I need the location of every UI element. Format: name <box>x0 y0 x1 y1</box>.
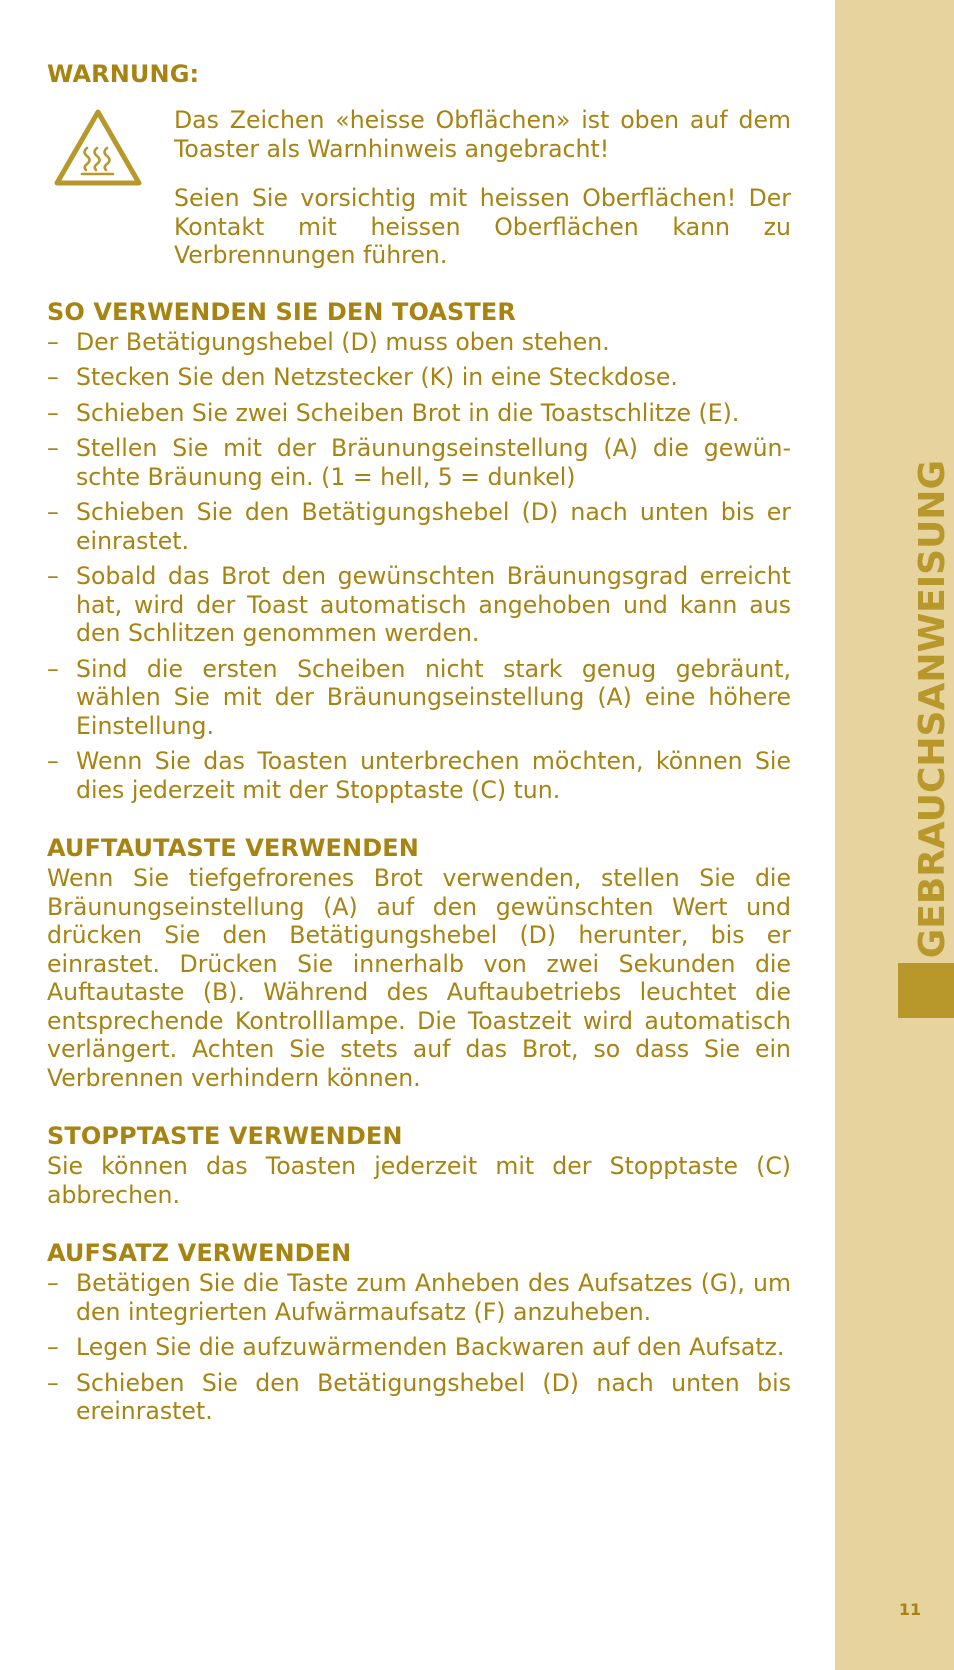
defrost-section <box>47 832 791 1092</box>
sidebar-tab-marker <box>898 963 954 1018</box>
list-item: – Sobald das Brot den gewünschten Bräunungsgrad erreicht hat, wird der Toast automatisch angehoben und kann aus den Schlitzen genommen werden. <box>47 562 791 648</box>
hot-surface-warning-icon <box>53 108 143 188</box>
stop-text: Sie können das Toasten jederzeit mit der Stopptaste (C) abbrechen. <box>47 1152 791 1209</box>
list-item: – Wenn Sie das Toasten unterbrechen möchten, können Sie dies jederzeit mit der Stopptaste (C) tun. <box>47 747 791 804</box>
list-item: – Schieben Sie zwei Scheiben Brot in die Toastschlitze (E). <box>47 399 791 428</box>
stop-heading: STOPPTASTE VERWENDEN <box>47 1122 403 1150</box>
list-item: – Stellen Sie mit der Bräunungseinstellung (A) die gewünschte Bräunung ein. (1 = hell, 5 = dunkel) <box>47 434 791 491</box>
page-number: 11 <box>898 1600 922 1619</box>
rack-section <box>47 1237 791 1426</box>
sidebar-title-text: GEBRAUCHSANWEISUNG <box>912 460 953 959</box>
warning-section <box>47 58 791 270</box>
warning-paragraph-1: Das Zeichen «heisse Obflächen» ist oben auf dem Toaster als Warnhinweis angebracht! <box>174 106 791 163</box>
usage-list <box>47 328 791 805</box>
list-item: – Schieben Sie den Betätigungshebel (D) nach unten bis ereinrastet. <box>47 1369 791 1426</box>
list-item: – Stecken Sie den Netzstecker (K) in eine Steckdose. <box>47 363 791 392</box>
list-item: – Der Betätigungshebel (D) muss oben stehen. <box>47 328 791 357</box>
list-item: – Schieben Sie den Betätigungshebel (D) nach unten bis er einrastet. <box>47 498 791 555</box>
warning-body <box>47 106 791 270</box>
list-item: – Legen Sie die aufzuwärmenden Backwaren auf den Aufsatz. <box>47 1333 791 1362</box>
defrost-heading: AUFTAUTASTE VERWENDEN <box>47 834 419 862</box>
main-content <box>47 58 791 1426</box>
defrost-text: Wenn Sie tiefgefrorenes Brot verwenden, stellen Sie die Bräunungseinstellung (A) auf den gewünschten Wert und drücken Sie den Betätigungshebel (D) herunter, bis er einrastet. Drücken Sie innerhalb von zwei Sekunden die Auftautaste (B). Während des Auftaubetriebs leuchtet die entsprechende Kontrolllampe. Die Toastzeit wird automatisch verlängert. Achten Sie stets auf das Brot, so dass Sie ein Verbrennen verhindern können. <box>47 864 791 1092</box>
list-item: – Sind die ersten Scheiben nicht stark genug gebräunt, wählen Sie mit der Bräunungseinstellung (A) eine höhere Einstellung. <box>47 655 791 741</box>
usage-section <box>47 296 791 805</box>
stop-section <box>47 1120 791 1209</box>
rack-list <box>47 1269 791 1426</box>
warning-paragraph-2: Seien Sie vorsichtig mit heissen Oberflächen! Der Kontakt mit heissen Oberflächen kann zu Verbrennungen führen. <box>174 184 791 269</box>
rack-heading: AUFSATZ VERWENDEN <box>47 1239 352 1267</box>
warning-heading: WARNUNG: <box>47 60 200 88</box>
list-item: – Betätigen Sie die Taste zum Anheben des Aufsatzes (G), um den integrierten Aufwärmaufsatz (F) anzuheben. <box>47 1269 791 1326</box>
usage-heading: SO VERWENDEN SIE DEN TOASTER <box>47 297 516 326</box>
